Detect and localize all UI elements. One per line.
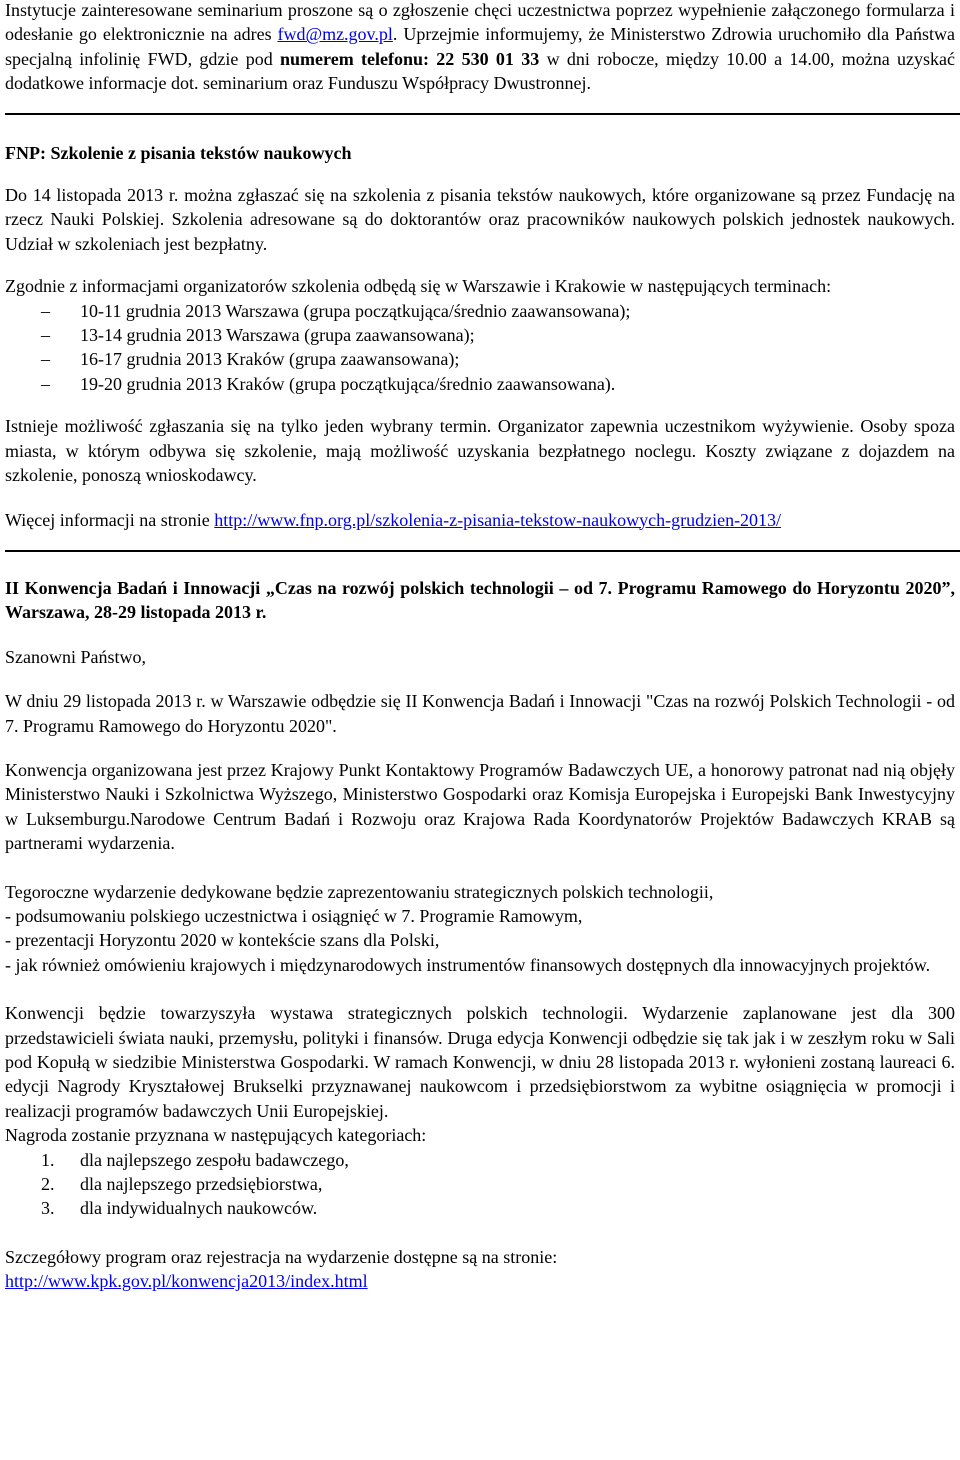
list-number: 1. <box>41 1149 55 1170</box>
program-link-line <box>5 1269 955 1293</box>
term-text: 19-20 grudnia 2013 Kraków (grupa początkująca/średnio zaawansowana). <box>80 373 616 394</box>
salutation: Szanowni Państwo, <box>5 646 146 667</box>
section-divider <box>5 550 960 552</box>
fnp-link[interactable]: http://www.fnp.org.pl/szkolenia-z-pisania-tekstow-naukowych-grudzien-2013/ <box>214 509 782 530</box>
konwencja-paragraph-3-line-3: - prezentacji Horyzontu 2020 w kontekście szans dla Polski, <box>5 930 440 951</box>
email-link[interactable]: fwd@mz.gov.pl <box>277 24 393 45</box>
list-item <box>5 299 955 323</box>
dash-bullet: – <box>41 349 50 370</box>
list-item <box>5 1148 955 1172</box>
list-number: 3. <box>41 1198 55 1219</box>
dash-bullet: – <box>41 373 50 394</box>
program-text: Szczegółowy program oraz rejestracja na wydarzenie dostępne są na stronie: <box>5 1246 558 1267</box>
fnp-paragraph-3: Istnieje możliwość zgłaszania się na tylko jeden wybrany termin. Organizator zapewnia uczestnikom wyżywienie. Osoby spoza miasta, w którym odbywa się szkolenie, mają możliwość uzyskania bezpłatnego noclegu. Koszty związane z dojazdem na szkolenie, ponoszą wnioskodawcy. <box>5 416 955 486</box>
dash-bullet: – <box>41 325 50 346</box>
term-text: 13-14 grudnia 2013 Warszawa (grupa zaawansowana); <box>80 325 475 346</box>
list-item <box>5 347 955 371</box>
list-item <box>5 1172 955 1196</box>
list-item <box>5 1196 955 1220</box>
konwencja-paragraph-4: Konwencji będzie towarzyszyła wystawa strategicznych polskich technologii. Wydarzenie zaplanowane jest dla 300 przedstawicieli świata nauki, przemysłu, polityki i finansów. Druga edycja Konwencji odbędzie się tak jak i w zeszłym roku w Sali pod Kopułą w siedzibie Ministerstwa Gospodarki. W ramach Konwencji, w dniu 28 listopada 2013 r. wyłonieni zostaną laureaci 6. edycji Nagrody Kryształowej Brukselki przyznawanej naukowcom i przedsiębiorstwom za wybitne osiągnięcia w promocji i realizacji programów badawczych Unii Europejskiej. <box>5 1003 955 1121</box>
konwencja-paragraph-1: W dniu 29 listopada 2013 r. w Warszawie odbędzie się II Konwencja Badań i Innowacji "Czas na rozwój Polskich Technologii - od 7. Programu Ramowego do Horyzontu 2020". <box>5 691 955 736</box>
category-text: dla indywidualnych naukowców. <box>80 1198 318 1219</box>
intro-text-a: Instytucje zainteresowane seminarium proszone są o zgłoszenie chęci uczestnictwa poprzez wypełnienie załączonego formularza i odesłanie go elektronicznie na adres <box>5 0 955 45</box>
dash-bullet: – <box>41 300 50 321</box>
term-text: 16-17 grudnia 2013 Kraków (grupa zaawansowana); <box>80 349 460 370</box>
konwencja-paragraph-3-line-2: - podsumowaniu polskiego uczestnictwa i osiągnięć w 7. Programie Ramowym, <box>5 905 583 926</box>
konwencja-paragraph-3-line-1: Tegoroczne wydarzenie dedykowane będzie zaprezentowaniu strategicznych polskich technologii, <box>5 881 714 902</box>
konwencja-heading: II Konwencja Badań i Innowacji „Czas na rozwój polskich technologii – od 7. Programu Ramowego do Horyzontu 2020”, Warszawa, 28-29 listopada 2013 r. <box>5 577 955 623</box>
fnp-paragraph-2: Zgodnie z informacjami organizatorów szkolenia odbędą się w Warszawie i Krakowie w następujących terminach: <box>5 276 832 297</box>
more-info-text: Więcej informacji na stronie <box>5 509 215 530</box>
konwencja-paragraph-3-line-4: - jak również omówieniu krajowych i międzynarodowych instrumentów finansowych dostępnych dla innowacyjnych projektów. <box>5 954 931 975</box>
konwencja-paragraph-5: Nagroda zostanie przyznana w następujących kategoriach: <box>5 1125 427 1146</box>
konwencja-paragraph-2: Konwencja organizowana jest przez Krajowy Punkt Kontaktowy Programów Badawczych UE, a honorowy patronat nad nią objęły Ministerstwo Nauki i Szkolnictwa Wyższego, Ministerstwo Gospodarki oraz Komisja Europejska i Europejski Bank Inwestycyjny w Luksemburgu.Narodowe Centrum Badań i Rozwoju oraz Krajowa Rada Koordynatorów Projektów Badawczych KRAB są partnerami wydarzenia. <box>5 759 955 854</box>
kpk-link[interactable]: http://www.kpk.gov.pl/konwencja2013/index.html <box>5 1271 368 1292</box>
fnp-heading: FNP: Szkolenie z pisania tekstów naukowych <box>5 142 352 163</box>
fnp-more-info <box>5 508 955 532</box>
list-number: 2. <box>41 1174 55 1195</box>
category-text: dla najlepszego przedsiębiorstwa, <box>80 1174 323 1195</box>
list-item <box>5 372 955 396</box>
section-divider <box>5 113 960 115</box>
intro-paragraph <box>5 0 955 96</box>
category-text: dla najlepszego zespołu badawczego, <box>80 1149 349 1170</box>
list-item <box>5 323 955 347</box>
categories-list <box>5 1148 955 1221</box>
fnp-terms-list <box>5 299 955 397</box>
phone-number: numerem telefonu: 22 530 01 33 <box>280 48 540 69</box>
intro-text-c: w dni robocze, między 10.00 a 14.00, można uzyskać dodatkowe informacje dot. seminarium oraz Funduszu Współpracy Dwustronnej. <box>5 48 956 94</box>
fnp-paragraph-1: Do 14 listopada 2013 r. można zgłaszać się na szkolenia z pisania tekstów naukowych, które organizowane są przez Fundację na rzecz Nauki Polskiej. Szkolenia adresowane są do doktorantów oraz pracowników naukowych polskich jednostek naukowych. Udział w szkoleniach jest bezpłatny. <box>5 185 955 254</box>
term-text: 10-11 grudnia 2013 Warszawa (grupa początkująca/średnio zaawansowana); <box>80 300 631 321</box>
intro-text-b: . Uprzejmie informujemy, że Ministerstwo Zdrowia uruchomiło dla Państwa specjalną infolinię FWD, gdzie pod <box>5 24 955 69</box>
